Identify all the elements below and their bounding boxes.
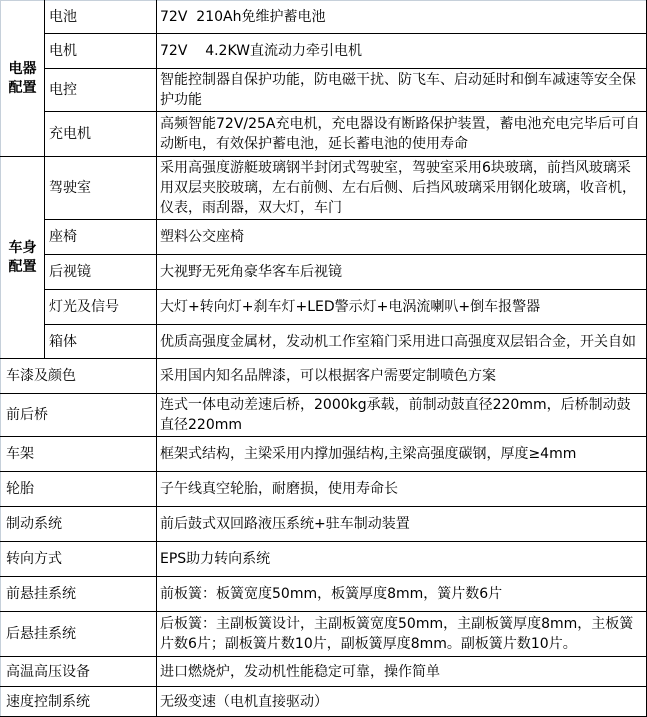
- spec-value-high-temp-equipment: 进口燃烧炉，发动机性能稳定可靠，操作简单: [157, 657, 647, 687]
- spec-value-paint: 采用国内知名品牌漆，可以根据客户需要定制喷色方案: [157, 359, 647, 394]
- spec-value-chassis: 框架式结构，主梁采用内撑加强结构,主梁高强度碳钢，厚度≥4mm: [157, 437, 647, 472]
- spec-value-mirror: 大视野无死角豪华客车后视镜: [157, 255, 647, 290]
- spec-value-controller: 智能控制器自保护功能，防电磁干扰、防飞车、启动延时和倒车减速等安全保护功能: [157, 69, 647, 112]
- table-row: [1, 542, 647, 577]
- spec-value-steering: EPS助力转向系统: [157, 542, 647, 577]
- table-row: [1, 577, 647, 612]
- spec-label-rear-suspension: 后悬挂系统: [1, 612, 157, 657]
- spec-label-battery: 电池: [45, 1, 157, 34]
- spec-label-cab: 驾驶室: [45, 157, 157, 220]
- spec-value-front-suspension: 前板簧：板簧宽度50mm，板簧厚度8mm，簧片数6片: [157, 577, 647, 612]
- group-label: 车身配置: [8, 239, 37, 275]
- spec-value-speed-control: 无级变速（电机直接驱动）: [157, 687, 647, 717]
- table-row: [1, 507, 647, 542]
- spec-label-motor: 电机: [45, 34, 157, 69]
- group-cell-electrical: [1, 1, 45, 157]
- spec-value-seat: 塑料公交座椅: [157, 220, 647, 255]
- spec-label-steering: 转向方式: [1, 542, 157, 577]
- spec-label-controller: 电控: [45, 69, 157, 112]
- table-row: [1, 255, 647, 290]
- table-row: [1, 220, 647, 255]
- spec-value-charger: 高频智能72V/25A充电机，充电器设有断路保护装置，蓄电池充电完毕后可自动断电，有效保护蓄电池，延长蓄电池的使用寿命: [157, 112, 647, 157]
- spec-label-tires: 轮胎: [1, 472, 157, 507]
- spec-label-speed-control: 速度控制系统: [1, 687, 157, 717]
- table-row: [1, 687, 647, 717]
- spec-label-mirror: 后视镜: [45, 255, 157, 290]
- spec-value-brakes: 前后鼓式双回路液压系统+驻车制动装置: [157, 507, 647, 542]
- table-row: [1, 394, 647, 437]
- spec-label-axles: 前后桥: [1, 394, 157, 437]
- spec-label-lights: 灯光及信号: [45, 290, 157, 325]
- spec-value-battery: 72V 210Ah免维护蓄电池: [157, 1, 647, 34]
- table-row: [1, 437, 647, 472]
- spec-value-box: 优质高强度金属材，发动机工作室箱门采用进口高强度双层铝合金，开关自如: [157, 325, 647, 359]
- spec-value-lights: 大灯+转向灯+刹车灯+LED警示灯+电涡流喇叭+倒车报警器: [157, 290, 647, 325]
- group-label: 电器配置: [8, 60, 37, 96]
- spec-label-high-temp-equipment: 高温高压设备: [1, 657, 157, 687]
- spec-value-rear-suspension: 后板簧：主副板簧设计，主副板簧宽度50mm，主副板簧厚度8mm，主板簧片数6片；副板簧片数10片，副板簧厚度8mm。副板簧片数10片。: [157, 612, 647, 657]
- table-row: [1, 359, 647, 394]
- spec-label-charger: 充电机: [45, 112, 157, 157]
- spec-label-paint: 车漆及颜色: [1, 359, 157, 394]
- table-row: [1, 112, 647, 157]
- table-row: [1, 69, 647, 112]
- spec-label-brakes: 制动系统: [1, 507, 157, 542]
- table-row: [1, 657, 647, 687]
- table-row: [1, 157, 647, 220]
- table-row: [1, 290, 647, 325]
- group-cell-body: [1, 157, 45, 359]
- spec-label-front-suspension: 前悬挂系统: [1, 577, 157, 612]
- table-row: [1, 612, 647, 657]
- table-row: [1, 325, 647, 359]
- table-row: [1, 1, 647, 34]
- spec-value-cab: 采用高强度游艇玻璃钢半封闭式驾驶室，驾驶室采用6块玻璃，前挡风玻璃采用双层夹胶玻璃，左右前侧、左右后侧、后挡风玻璃采用钢化玻璃，收音机，仪表，雨刮器，双大灯，车门: [157, 157, 647, 220]
- table-row: [1, 34, 647, 69]
- spec-label-box: 箱体: [45, 325, 157, 359]
- spec-value-axles: 连式一体电动差速后桥，2000kg承载，前制动鼓直径220mm，后桥制动鼓直径220mm: [157, 394, 647, 437]
- spec-value-tires: 子午线真空轮胎，耐磨损，使用寿命长: [157, 472, 647, 507]
- spec-label-seat: 座椅: [45, 220, 157, 255]
- spec-label-chassis: 车架: [1, 437, 157, 472]
- table-row: [1, 472, 647, 507]
- spec-value-motor: 72V 4.2KW直流动力牵引电机: [157, 34, 647, 69]
